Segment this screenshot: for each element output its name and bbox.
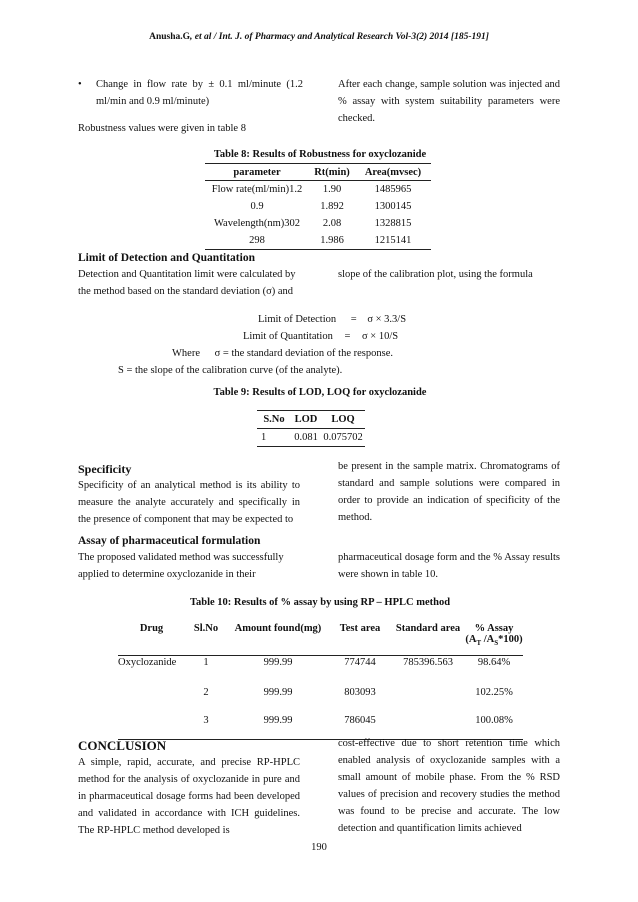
lod-left-line2: the method based on the standard deviation (σ) and [78,286,294,297]
formula-lod-label: Limit of Detection [258,314,337,325]
table-cell [118,687,185,709]
formula-sub: T [476,639,482,648]
table9-header-row [257,411,365,429]
table-cell: 102.25% [475,687,513,698]
table10-header-assay-label: % Assay [474,623,514,634]
table-cell: 0.081 [294,432,318,443]
bullet-text: Change in flow rate by ± 0.1 ml/minute (1.2 ml/min and 0.9 ml/minute) [96,79,303,107]
table9-header-sno: S.No [263,414,285,425]
table-cell: 1.90 [322,184,342,195]
table10-header-test-area: Test area [339,623,381,634]
formula-part: *100) [498,634,523,645]
table-cell: 999.99 [263,715,293,726]
table-cell: 999.99 [263,657,293,668]
assay-right: pharmaceutical dosage form and the % Assay results were shown in table 10. [338,552,560,580]
table8 [205,163,431,250]
table-cell: 774744 [344,657,376,668]
bullet-item [78,76,303,110]
formula-loq-eq: = [344,331,351,342]
table-cell: 1215141 [374,235,412,246]
table-cell: 0.9 [250,201,264,212]
table-cell: 2.08 [322,218,342,229]
table10-header-drug: Drug [139,623,164,634]
header-citation: , et al / Int. J. of Pharmacy and Analytical Research Vol-3(2) 2014 [185-191] [190,32,489,42]
table-cell: 1 [203,657,209,668]
table8-header-area: Area(mvsec) [364,166,422,178]
table8-header-parameter: parameter [233,166,281,178]
table-cell: 803093 [344,687,376,698]
conclusion-heading: CONCLUSION [78,738,167,753]
running-header [0,32,638,42]
formula-lod [258,311,558,328]
table-cell: 999.99 [263,687,293,698]
table-cell: 1 [261,432,267,443]
table-row [118,656,523,688]
table-row [257,429,365,447]
table9-header-loq: LOQ [331,414,355,425]
table-row [205,181,431,199]
table-cell: 98.64% [477,657,511,668]
where-line [172,345,492,362]
formula-loq [243,328,543,345]
robustness-intro: Robustness values were given in table 8 [78,123,246,134]
table10-header-standard-area: Standard area [395,623,461,634]
page-number: 190 [311,842,327,853]
table8-header-rt: Rt(min) [314,166,350,178]
formula-part: /A [481,634,495,645]
table-cell: Oxyclozanide [118,657,177,668]
table-row [205,232,431,250]
table9 [257,410,365,447]
table-cell: Wavelength(nm)302 [213,218,301,229]
table8-title: Table 8: Results of Robustness for oxyclozanide [213,149,427,160]
table-cell: 100.08% [475,715,513,726]
slope-line: S = the slope of the calibration curve (of the analyte). [118,365,343,376]
table-cell: Flow rate(ml/min)1.2 [211,184,303,195]
table10-title: Table 10: Results of % assay by using RP – HPLC method [189,597,451,608]
table-cell: 786045 [344,715,376,726]
assay-left-line2: applied to determine oxyclozanide in their [78,569,256,580]
specificity-left: Specificity of an analytical method is its ability to measure the analyte accurately and specifically in the presence of component that may be expected to [78,480,300,525]
table-cell: 1.986 [320,235,344,246]
conclusion-right: cost-effective due to short retention time which enabled analysis of oxyclozanide samples with a small amount of mobile phase. From the % RSD values of precision and recovery studies the method was found to be precise and accurate. The low detection and quantification limits achieved [338,738,560,834]
header-author: Anusha.G [149,32,191,42]
conclusion-left: A simple, rapid, accurate, and precise RP-HPLC method for the analysis of oxyclozanide in pure and in pharmaceutical dosage forms had been developed and validated in accordance with ICH guidelines. The RP-HPLC method developed is [78,757,300,836]
table10-header-amount: Amount found(mg) [234,623,322,634]
table10 [118,623,523,740]
table-cell: 1485965 [374,184,412,195]
lod-left-line1: Detection and Quantitation limit were calculated by [78,269,296,280]
table10-assay-formula [465,634,523,647]
after-change-paragraph: After each change, sample solution was injected and % assay with system suitability parameters were checked. [338,79,560,124]
table-cell: 1300145 [374,201,412,212]
formula-sub: S [494,639,499,648]
table-cell: 1.892 [320,201,344,212]
table10-header-slno: Sl.No [193,623,219,634]
table-cell [391,687,465,709]
formula-lod-rhs: σ × 3.3/S [367,314,407,325]
assay-heading: Assay of pharmaceutical formulation [78,535,261,547]
where-text: σ = the standard deviation of the response. [214,348,393,359]
table9-header-lod: LOD [294,414,318,425]
bullet-glyph: • [78,79,82,90]
table-row [205,215,431,232]
table8-header-row [205,164,431,181]
formula-loq-label: Limit of Quantitation [243,331,333,342]
table10-header-assay [465,623,523,656]
formula-lod-eq: = [350,314,357,325]
table-row [118,687,523,709]
specificity-right: be present in the sample matrix. Chromatograms of standard and sample solutions were compared in order to provide an indication of specificity of the method. [338,461,560,523]
lod-right-line1: slope of the calibration plot, using the formula [338,269,533,280]
formula-loq-rhs: σ × 10/S [362,331,399,342]
formula-part: (A [465,634,477,645]
table-cell: 0.075702 [323,432,363,443]
table-cell: 785396.563 [403,657,453,668]
specificity-heading: Specificity [78,462,132,476]
table-cell [118,709,185,740]
lod-heading: Limit of Detection and Quantitation [78,252,255,264]
table-cell: 298 [249,235,265,246]
assay-left-line1: The proposed validated method was successfully [78,552,284,563]
table9-title: Table 9: Results of LOD, LOQ for oxyclozanide [213,387,427,398]
table-cell: 2 [203,687,209,698]
table-row [205,198,431,215]
table10-header-row [118,623,523,656]
table-cell: 1328815 [374,218,412,229]
where-label: Where [172,348,200,359]
table-cell: 3 [203,715,209,726]
